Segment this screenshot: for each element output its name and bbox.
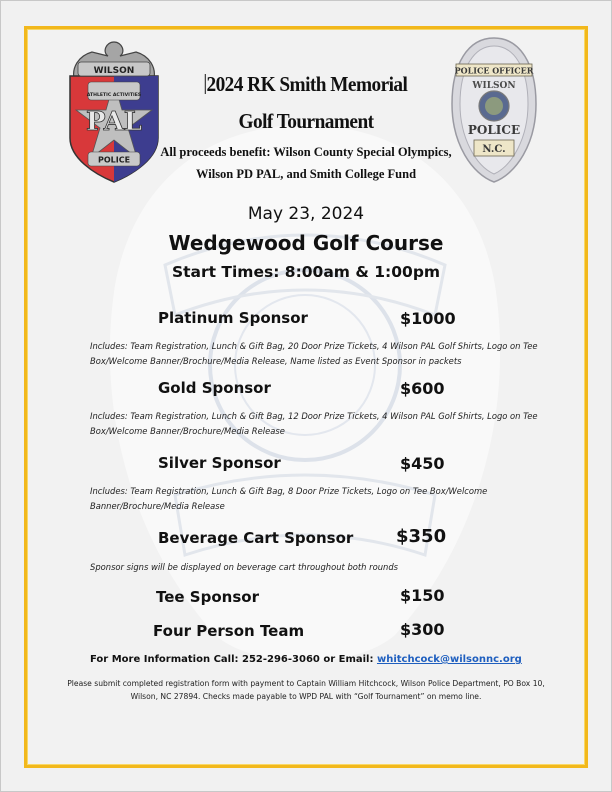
sponsor-description: Sponsor signs will be displayed on beverage cart throughout both rounds [90, 562, 399, 572]
event-venue: Wedgewood Golf Course [168, 231, 444, 255]
logo-text: WILSON [93, 66, 135, 76]
logo-text: POLICE [467, 123, 521, 137]
title-text: 2024 RK Smith Memorial [206, 72, 408, 96]
logo-text: N.C. [482, 144, 506, 155]
logo-text: PAL [85, 107, 143, 137]
sponsor-price: $600 [400, 379, 445, 398]
sponsor-name: Beverage Cart Sponsor [158, 529, 354, 547]
sponsor-price: $350 [396, 526, 447, 547]
sponsor-price: $450 [400, 454, 445, 473]
event-start-times: Start Times: 8:00am & 1:00pm [171, 263, 441, 281]
sponsor-price: $300 [400, 620, 445, 639]
sponsor-name: Tee Sponsor [156, 588, 259, 606]
sponsor-description: Includes: Team Registration, Lunch & Gift Bag, 20 Door Prize Tickets, 4 Wilson PAL Golf Shirts, Logo on Tee Box/Welcome Banner/Brochure/Media Release, Name listed as Event Sponsor in packets [90, 341, 538, 366]
email-link[interactable]: whitchcock@wilsonnc.org [376, 654, 522, 665]
sponsor-name: Platinum Sponsor [158, 309, 308, 327]
logo-text: ATHLETIC ACTIVITIES [86, 93, 142, 98]
sponsor-name: Four Person Team [153, 622, 305, 640]
logo-text: WILSON [472, 81, 516, 91]
logo-text: POLICE OFFICER [454, 65, 534, 76]
benefit-line-2: Wilson PD PAL, and Smith College Fund [195, 167, 417, 181]
sponsor-name: Gold Sponsor [158, 379, 271, 397]
sponsor-price: $150 [400, 586, 445, 605]
contact-prefix: For More Information Call: 252-296-3060 or Email: [90, 654, 377, 665]
sponsor-name: Silver Sponsor [158, 454, 281, 472]
footer-note: Please submit completed registration form with payment to Captain William Hitchcock, Wilson Police Department, PO Box 10, Wilson, NC 27894. Checks made payable to WPD PAL with “Golf Tournament” on memo line. [67, 679, 545, 701]
text-cursor [205, 74, 206, 94]
sponsor-description: Includes: Team Registration, Lunch & Gift Bag, 8 Door Prize Tickets, Logo on Tee Box/Welcome Banner/Brochure/Media Release [90, 486, 488, 511]
sponsor-price: $1000 [400, 309, 456, 328]
title-line-1 [24, 72, 587, 97]
sponsor-description: Includes: Team Registration, Lunch & Gift Bag, 12 Door Prize Tickets, 4 Wilson PAL Golf Shirts, Logo on Tee Box/Welcome Banner/Brochure/Media Release [90, 411, 538, 436]
event-date: May 23, 2024 [247, 204, 365, 224]
title-line-2: Golf Tournament [238, 109, 374, 133]
contact-info [90, 654, 522, 665]
logo-text: POLICE [97, 155, 131, 165]
benefit-line-1: All proceeds benefit: Wilson County Special Olympics, [160, 145, 452, 159]
